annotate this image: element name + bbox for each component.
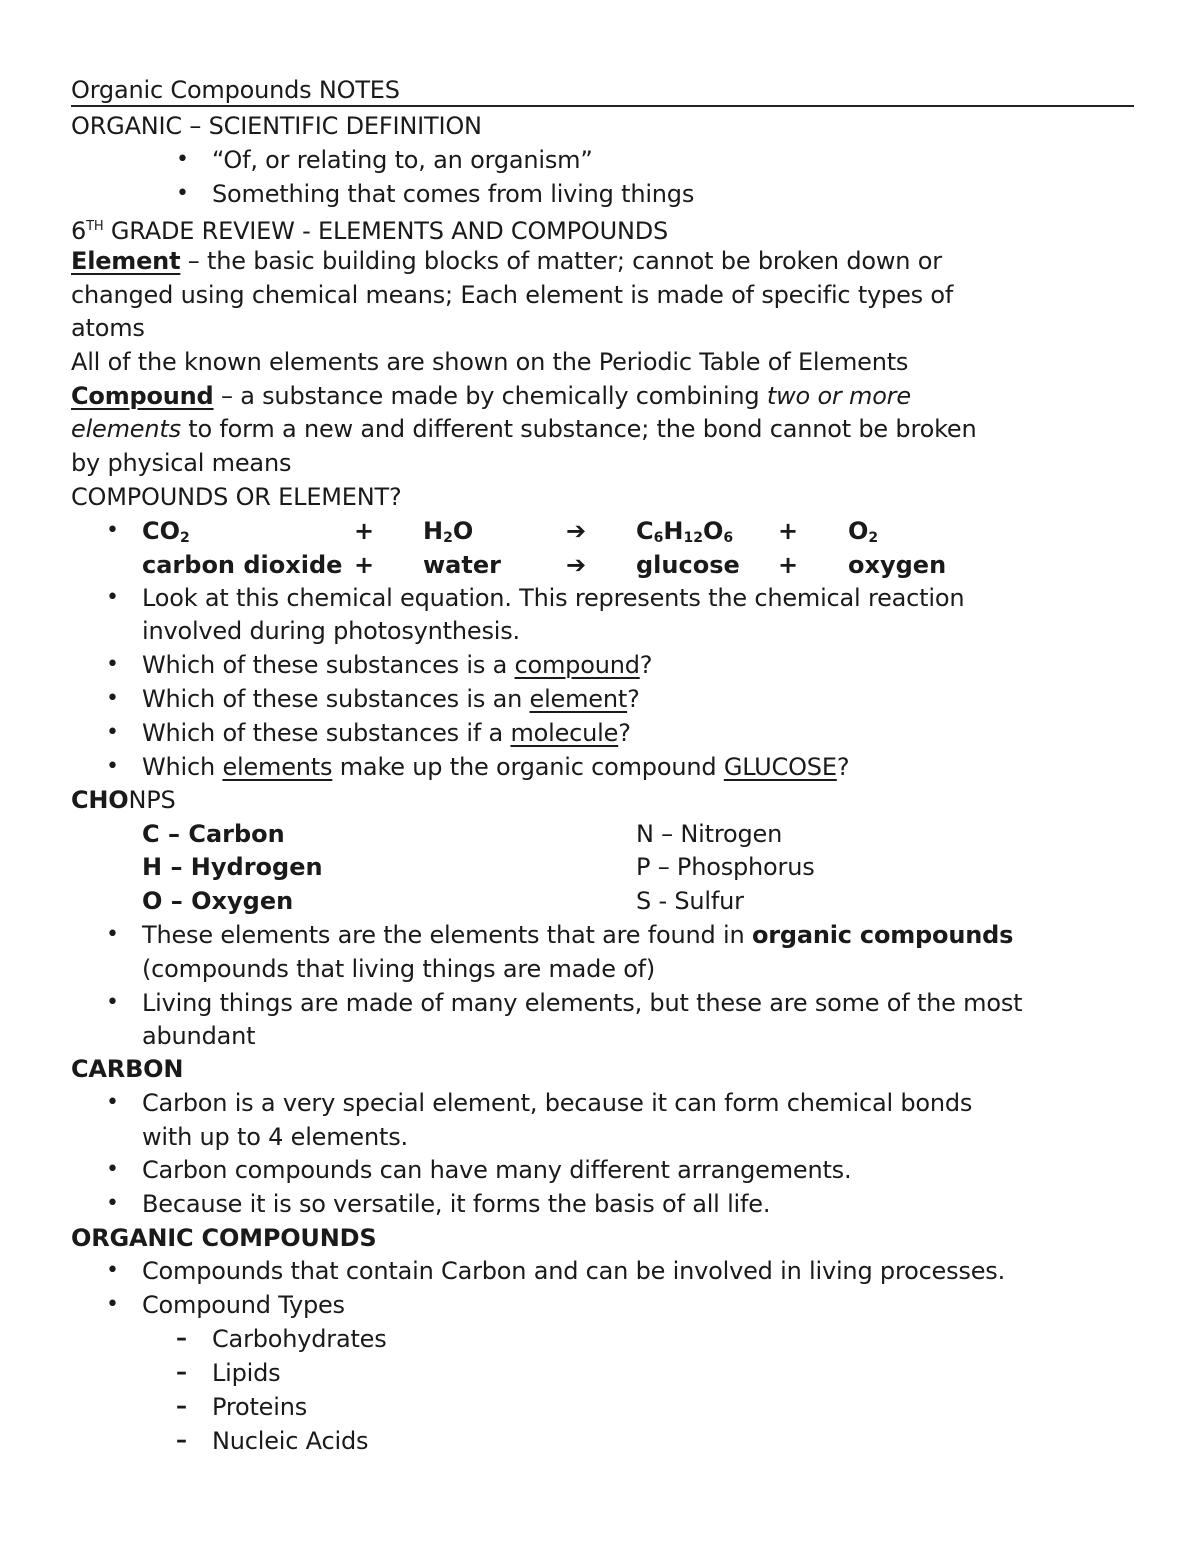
chonps-bullet-2-line-2: abundant <box>142 1022 256 1050</box>
chonps-bullet-1-line-2: (compounds that living things are made of) <box>142 955 656 983</box>
element-nitrogen: N – Nitrogen <box>636 820 783 848</box>
compound-definition-line-3: by physical means <box>71 449 292 477</box>
equation-plus-3: + <box>354 551 375 579</box>
dash-marker: – <box>176 1428 187 1453</box>
organic-compounds-bullet-1: Compounds that contain Carbon and can be involved in living processes. <box>142 1257 1006 1285</box>
organic-compounds-heading: ORGANIC COMPOUNDS <box>71 1224 377 1252</box>
title-underline-rule <box>71 105 1134 107</box>
bullet-marker: • <box>106 652 119 677</box>
element-sulfur: S - Sulfur <box>636 887 744 915</box>
question-3: Which of these substances is an element? <box>142 685 640 713</box>
bullet-marker: • <box>106 1191 119 1216</box>
bullet-marker: • <box>106 1090 119 1115</box>
chonps-heading: CHONPS <box>71 786 176 814</box>
carbon-bullet-1-line-2: with up to 4 elements. <box>142 1123 408 1151</box>
bullet-marker: • <box>106 1292 119 1317</box>
element-definition-line-3: atoms <box>71 314 145 342</box>
element-hydrogen: H – Hydrogen <box>142 853 323 881</box>
equation-h2o: $H_2O$ <box>423 517 474 546</box>
equation-plus-1: + <box>354 517 375 545</box>
equation-arrow-icon: ➔ <box>566 551 587 579</box>
compound-type-proteins: Proteins <box>212 1393 308 1421</box>
organic-compounds-bullet-2: Compound Types <box>142 1291 345 1319</box>
carbon-bullet-3: Because it is so versatile, it forms the basis of all life. <box>142 1190 771 1218</box>
equation-name-carbon-dioxide: carbon dioxide <box>142 551 343 579</box>
element-definition-line-2: changed using chemical means; Each element is made of specific types of <box>71 281 954 309</box>
compound-definition-line-1: Compound – a substance made by chemically combining two or more <box>71 382 911 410</box>
organic-definition-bullet-1: “Of, or relating to, an organism” <box>212 146 593 174</box>
question-2: Which of these substances is a compound? <box>142 651 653 679</box>
element-term: Element <box>71 247 181 275</box>
equation-glucose-formula: $C_6H_{12}O_6$ <box>636 517 734 546</box>
grade-review-heading: 6TH GRADE REVIEW - ELEMENTS AND COMPOUNDS <box>71 217 669 245</box>
bullet-marker: • <box>106 518 119 543</box>
equation-arrow-icon: ➔ <box>566 517 587 545</box>
element-oxygen: O – Oxygen <box>142 887 294 915</box>
bullet-marker: • <box>176 147 189 172</box>
equation-name-water: water <box>423 551 501 579</box>
compound-term: Compound <box>71 382 214 410</box>
question-1-line-2: involved during photosynthesis. <box>142 617 520 645</box>
carbon-bullet-1-line-1: Carbon is a very special element, because it can form chemical bonds <box>142 1089 973 1117</box>
periodic-table-line: All of the known elements are shown on the Periodic Table of Elements <box>71 348 909 376</box>
compound-type-lipids: Lipids <box>212 1359 281 1387</box>
page-title: Organic Compounds NOTES <box>71 76 400 104</box>
dash-marker: – <box>176 1360 187 1385</box>
question-4: Which of these substances if a molecule? <box>142 719 631 747</box>
equation-plus-2: + <box>778 517 799 545</box>
bullet-marker: • <box>106 585 119 610</box>
bullet-marker: • <box>106 720 119 745</box>
compounds-or-element-heading: COMPOUNDS OR ELEMENT? <box>71 483 402 511</box>
question-5: Which elements make up the organic compound GLUCOSE? <box>142 753 850 781</box>
organic-definition-heading: ORGANIC – SCIENTIFIC DEFINITION <box>71 112 482 140</box>
compound-type-nucleic-acids: Nucleic Acids <box>212 1427 369 1455</box>
bullet-marker: • <box>106 1157 119 1182</box>
question-1-line-1: Look at this chemical equation. This represents the chemical reaction <box>142 584 965 612</box>
bullet-marker: • <box>106 754 119 779</box>
compound-type-carbohydrates: Carbohydrates <box>212 1325 387 1353</box>
bullet-marker: • <box>106 922 119 947</box>
element-definition-line-1: Element – the basic building blocks of matter; cannot be broken down or <box>71 247 942 275</box>
chonps-bullet-2-line-1: Living things are made of many elements, but these are some of the most <box>142 989 1023 1017</box>
carbon-heading: CARBON <box>71 1055 184 1083</box>
element-carbon: C – Carbon <box>142 820 285 848</box>
bullet-marker: • <box>176 181 189 206</box>
equation-name-glucose: glucose <box>636 551 740 579</box>
equation-o2: $O_2$ <box>848 517 879 546</box>
dash-marker: – <box>176 1326 187 1351</box>
carbon-bullet-2: Carbon compounds can have many different arrangements. <box>142 1156 852 1184</box>
dash-marker: – <box>176 1394 187 1419</box>
organic-definition-bullet-2: Something that comes from living things <box>212 180 695 208</box>
equation-name-oxygen: oxygen <box>848 551 947 579</box>
equation-plus-4: + <box>778 551 799 579</box>
bullet-marker: • <box>106 990 119 1015</box>
equation-co2: $CO_2$ <box>142 517 190 546</box>
bullet-marker: • <box>106 686 119 711</box>
element-phosphorus: P – Phosphorus <box>636 853 815 881</box>
bullet-marker: • <box>106 1258 119 1283</box>
chonps-bullet-1-line-1: These elements are the elements that are found in organic compounds <box>142 921 1014 949</box>
compound-definition-line-2: elements to form a new and different substance; the bond cannot be broken <box>71 415 977 443</box>
